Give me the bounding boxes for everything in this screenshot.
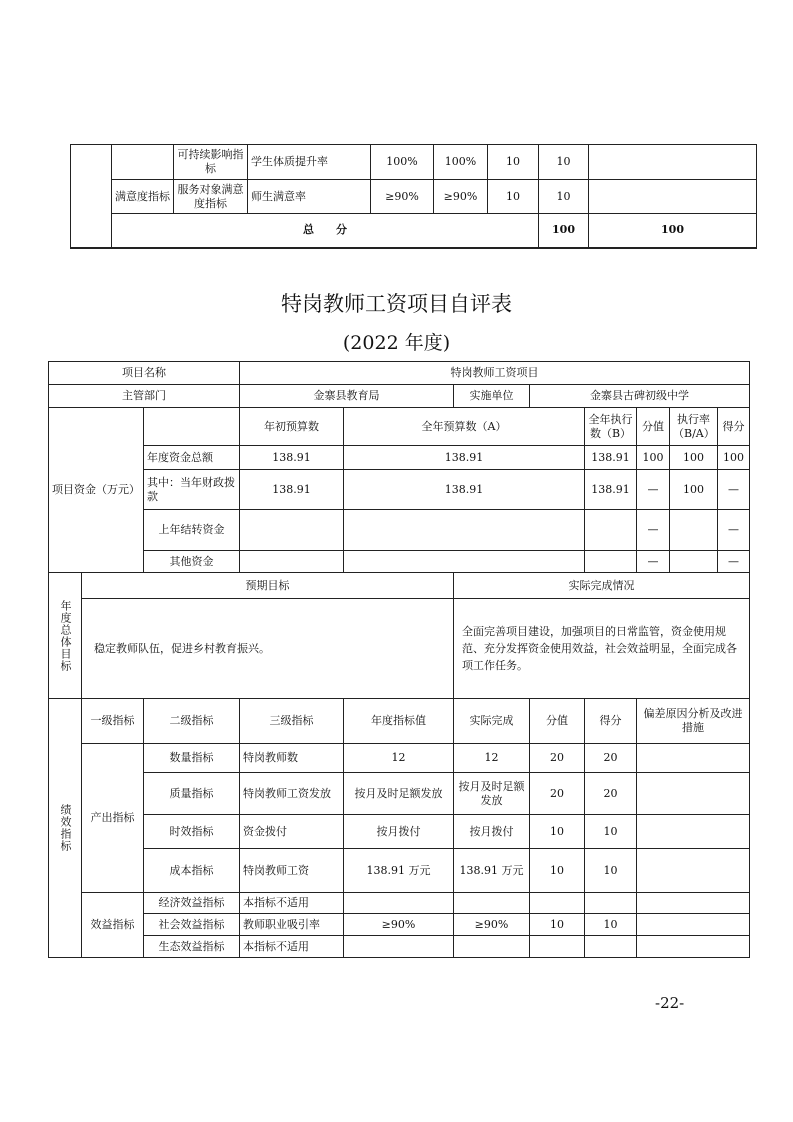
- perf-points: [530, 936, 585, 958]
- perf-analysis: [637, 773, 750, 815]
- funds-row-initial: [240, 551, 344, 573]
- table-row: [49, 362, 750, 385]
- funds-row-name: 其他资金: [144, 551, 240, 573]
- table-row: [49, 599, 750, 699]
- table-row: [49, 510, 750, 551]
- funds-row-rate: [670, 510, 718, 551]
- perf-score: 20: [585, 744, 637, 773]
- cell-indicator: 学生体质提升率: [248, 145, 371, 180]
- output-label: 产出指标: [82, 744, 144, 893]
- cell-level1: [71, 145, 112, 248]
- project-name-value: 特岗教师工资项目: [240, 362, 750, 385]
- perf-target: 按月拨付: [344, 815, 454, 849]
- table-row: [49, 573, 750, 599]
- funds-row-exec: [585, 551, 637, 573]
- funds-row-rate: [670, 551, 718, 573]
- funds-header-initial: 年初预算数: [240, 408, 344, 446]
- perf-header-actual: 实际完成: [454, 699, 530, 744]
- funds-row-initial: [240, 510, 344, 551]
- cell-target: ≥90%: [371, 180, 434, 214]
- perf-l3: 资金拨付: [240, 815, 344, 849]
- page-number: -22-: [655, 994, 685, 1012]
- total-weight: 100: [539, 214, 589, 248]
- goals-label: 年度总体目标: [49, 573, 82, 699]
- funds-row-name: 其中：当年财政拨款: [144, 470, 240, 510]
- funds-row-score: —: [718, 510, 750, 551]
- perf-l2: 成本指标: [144, 849, 240, 893]
- cell-target: 100%: [371, 145, 434, 180]
- funds-row-name: 上年结转资金: [144, 510, 240, 551]
- funds-row-points: —: [637, 470, 670, 510]
- perf-l2: 社会效益指标: [144, 914, 240, 936]
- table-row: [49, 893, 750, 914]
- funds-row-full: [344, 551, 585, 573]
- perf-actual: [454, 893, 530, 914]
- perf-l3: 教师职业吸引率: [240, 914, 344, 936]
- funds-row-full: [344, 510, 585, 551]
- perf-l3: 特岗教师数: [240, 744, 344, 773]
- cell-score: 10: [539, 145, 589, 180]
- perf-points: 10: [530, 815, 585, 849]
- unit-value: 金寨县古碑初级中学: [530, 385, 750, 408]
- funds-row-exec: 138.91: [585, 446, 637, 470]
- goals-actual-label: 实际完成情况: [454, 573, 750, 599]
- project-name-label: 项目名称: [49, 362, 240, 385]
- perf-points: 10: [530, 849, 585, 893]
- perf-actual: ≥90%: [454, 914, 530, 936]
- total-label: 总 分: [112, 214, 539, 248]
- perf-score: 10: [585, 815, 637, 849]
- funds-row-name: 年度资金总额: [144, 446, 240, 470]
- funds-row-rate: 100: [670, 446, 718, 470]
- perf-actual: 按月拨付: [454, 815, 530, 849]
- perf-label: 绩效指标: [49, 699, 82, 958]
- perf-analysis: [637, 936, 750, 958]
- perf-target: [344, 936, 454, 958]
- funds-row-points: —: [637, 551, 670, 573]
- funds-row-score: —: [718, 551, 750, 573]
- goals-expected-text: 稳定教师队伍，促进乡村教育振兴。: [82, 599, 454, 699]
- perf-target: 138.91 万元: [344, 849, 454, 893]
- perf-header-l1: 一级指标: [82, 699, 144, 744]
- perf-actual: 138.91 万元: [454, 849, 530, 893]
- perf-l2: 质量指标: [144, 773, 240, 815]
- table-row: [49, 815, 750, 849]
- funds-row-initial: 138.91: [240, 470, 344, 510]
- funds-row-full: 138.91: [344, 470, 585, 510]
- perf-actual: 12: [454, 744, 530, 773]
- table-row: [49, 744, 750, 773]
- table-row: [71, 145, 757, 180]
- table-row: [49, 470, 750, 510]
- cell-indicator: 师生满意率: [248, 180, 371, 214]
- dept-value: 金寨县教育局: [240, 385, 454, 408]
- perf-actual: [454, 936, 530, 958]
- total-score: 100: [589, 214, 757, 248]
- perf-points: 10: [530, 914, 585, 936]
- table-row: [49, 849, 750, 893]
- funds-row-score: 100: [718, 446, 750, 470]
- perf-header-target: 年度指标值: [344, 699, 454, 744]
- funds-row-points: —: [637, 510, 670, 551]
- previous-table-continuation: [70, 144, 757, 249]
- cell-analysis: [589, 180, 757, 214]
- perf-header-score: 得分: [585, 699, 637, 744]
- perf-target: 按月及时足额发放: [344, 773, 454, 815]
- goals-actual-text: 全面完善项目建设，加强项目的日常监管，资金使用规范、充分发挥资金使用效益，社会效益明显，全面完成各项工作任务。: [454, 599, 750, 699]
- perf-analysis: [637, 849, 750, 893]
- perf-target: ≥90%: [344, 914, 454, 936]
- perf-points: 20: [530, 773, 585, 815]
- benefit-label: 效益指标: [82, 893, 144, 958]
- funds-header-full: 全年预算数（A）: [344, 408, 585, 446]
- cell-analysis: [589, 145, 757, 180]
- perf-target: 12: [344, 744, 454, 773]
- perf-l3: 本指标不适用: [240, 893, 344, 914]
- goals-expected-label: 预期目标: [82, 573, 454, 599]
- funds-row-full: 138.91: [344, 446, 585, 470]
- perf-score: 20: [585, 773, 637, 815]
- table-row: [49, 773, 750, 815]
- cell-actual: ≥90%: [434, 180, 488, 214]
- table-row: [49, 446, 750, 470]
- page-title: 特岗教师工资项目自评表: [281, 292, 512, 316]
- perf-analysis: [637, 893, 750, 914]
- funds-header-blank: [144, 408, 240, 446]
- funds-header-score: 得分: [718, 408, 750, 446]
- table-row: [49, 699, 750, 744]
- funds-header-points: 分值: [637, 408, 670, 446]
- cell-level2: 满意度指标: [112, 180, 174, 214]
- cell-level3: 服务对象满意度指标: [174, 180, 248, 214]
- perf-l3: 本指标不适用: [240, 936, 344, 958]
- cell-level3: 可持续影响指标: [174, 145, 248, 180]
- cell-score: 10: [539, 180, 589, 214]
- funds-row-rate: 100: [670, 470, 718, 510]
- perf-analysis: [637, 914, 750, 936]
- dept-label: 主管部门: [49, 385, 240, 408]
- funds-row-exec: 138.91: [585, 470, 637, 510]
- perf-l2: 生态效益指标: [144, 936, 240, 958]
- perf-analysis: [637, 815, 750, 849]
- cell-weight: 10: [488, 145, 539, 180]
- table-row: [71, 180, 757, 214]
- cell-actual: 100%: [434, 145, 488, 180]
- funds-row-score: —: [718, 470, 750, 510]
- table-row: [49, 385, 750, 408]
- perf-points: [530, 893, 585, 914]
- perf-l2: 经济效益指标: [144, 893, 240, 914]
- perf-score: 10: [585, 849, 637, 893]
- perf-header-analysis: 偏差原因分析及改进措施: [637, 699, 750, 744]
- perf-l2: 时效指标: [144, 815, 240, 849]
- perf-header-l3: 三级指标: [240, 699, 344, 744]
- perf-l2: 数量指标: [144, 744, 240, 773]
- funds-header-exec: 全年执行数（B）: [585, 408, 637, 446]
- unit-label: 实施单位: [454, 385, 530, 408]
- funds-label: 项目资金（万元）: [49, 408, 144, 573]
- page-subtitle: (2022 年度): [342, 332, 451, 354]
- perf-header-l2: 二级指标: [144, 699, 240, 744]
- perf-l3: 特岗教师工资: [240, 849, 344, 893]
- funds-row-exec: [585, 510, 637, 551]
- perf-l3: 特岗教师工资发放: [240, 773, 344, 815]
- funds-header-rate: 执行率（B/A）: [670, 408, 718, 446]
- table-row: [49, 936, 750, 958]
- table-row: [49, 551, 750, 573]
- perf-analysis: [637, 744, 750, 773]
- funds-row-points: 100: [637, 446, 670, 470]
- cell-level2: [112, 145, 174, 180]
- cell-weight: 10: [488, 180, 539, 214]
- total-row: [71, 214, 757, 248]
- self-evaluation-table: [48, 361, 750, 958]
- perf-header-points: 分值: [530, 699, 585, 744]
- perf-target: [344, 893, 454, 914]
- perf-score: [585, 893, 637, 914]
- perf-score: [585, 936, 637, 958]
- perf-actual: 按月及时足额发放: [454, 773, 530, 815]
- funds-row-initial: 138.91: [240, 446, 344, 470]
- table-row: [49, 408, 750, 446]
- perf-points: 20: [530, 744, 585, 773]
- perf-score: 10: [585, 914, 637, 936]
- table-row: [49, 914, 750, 936]
